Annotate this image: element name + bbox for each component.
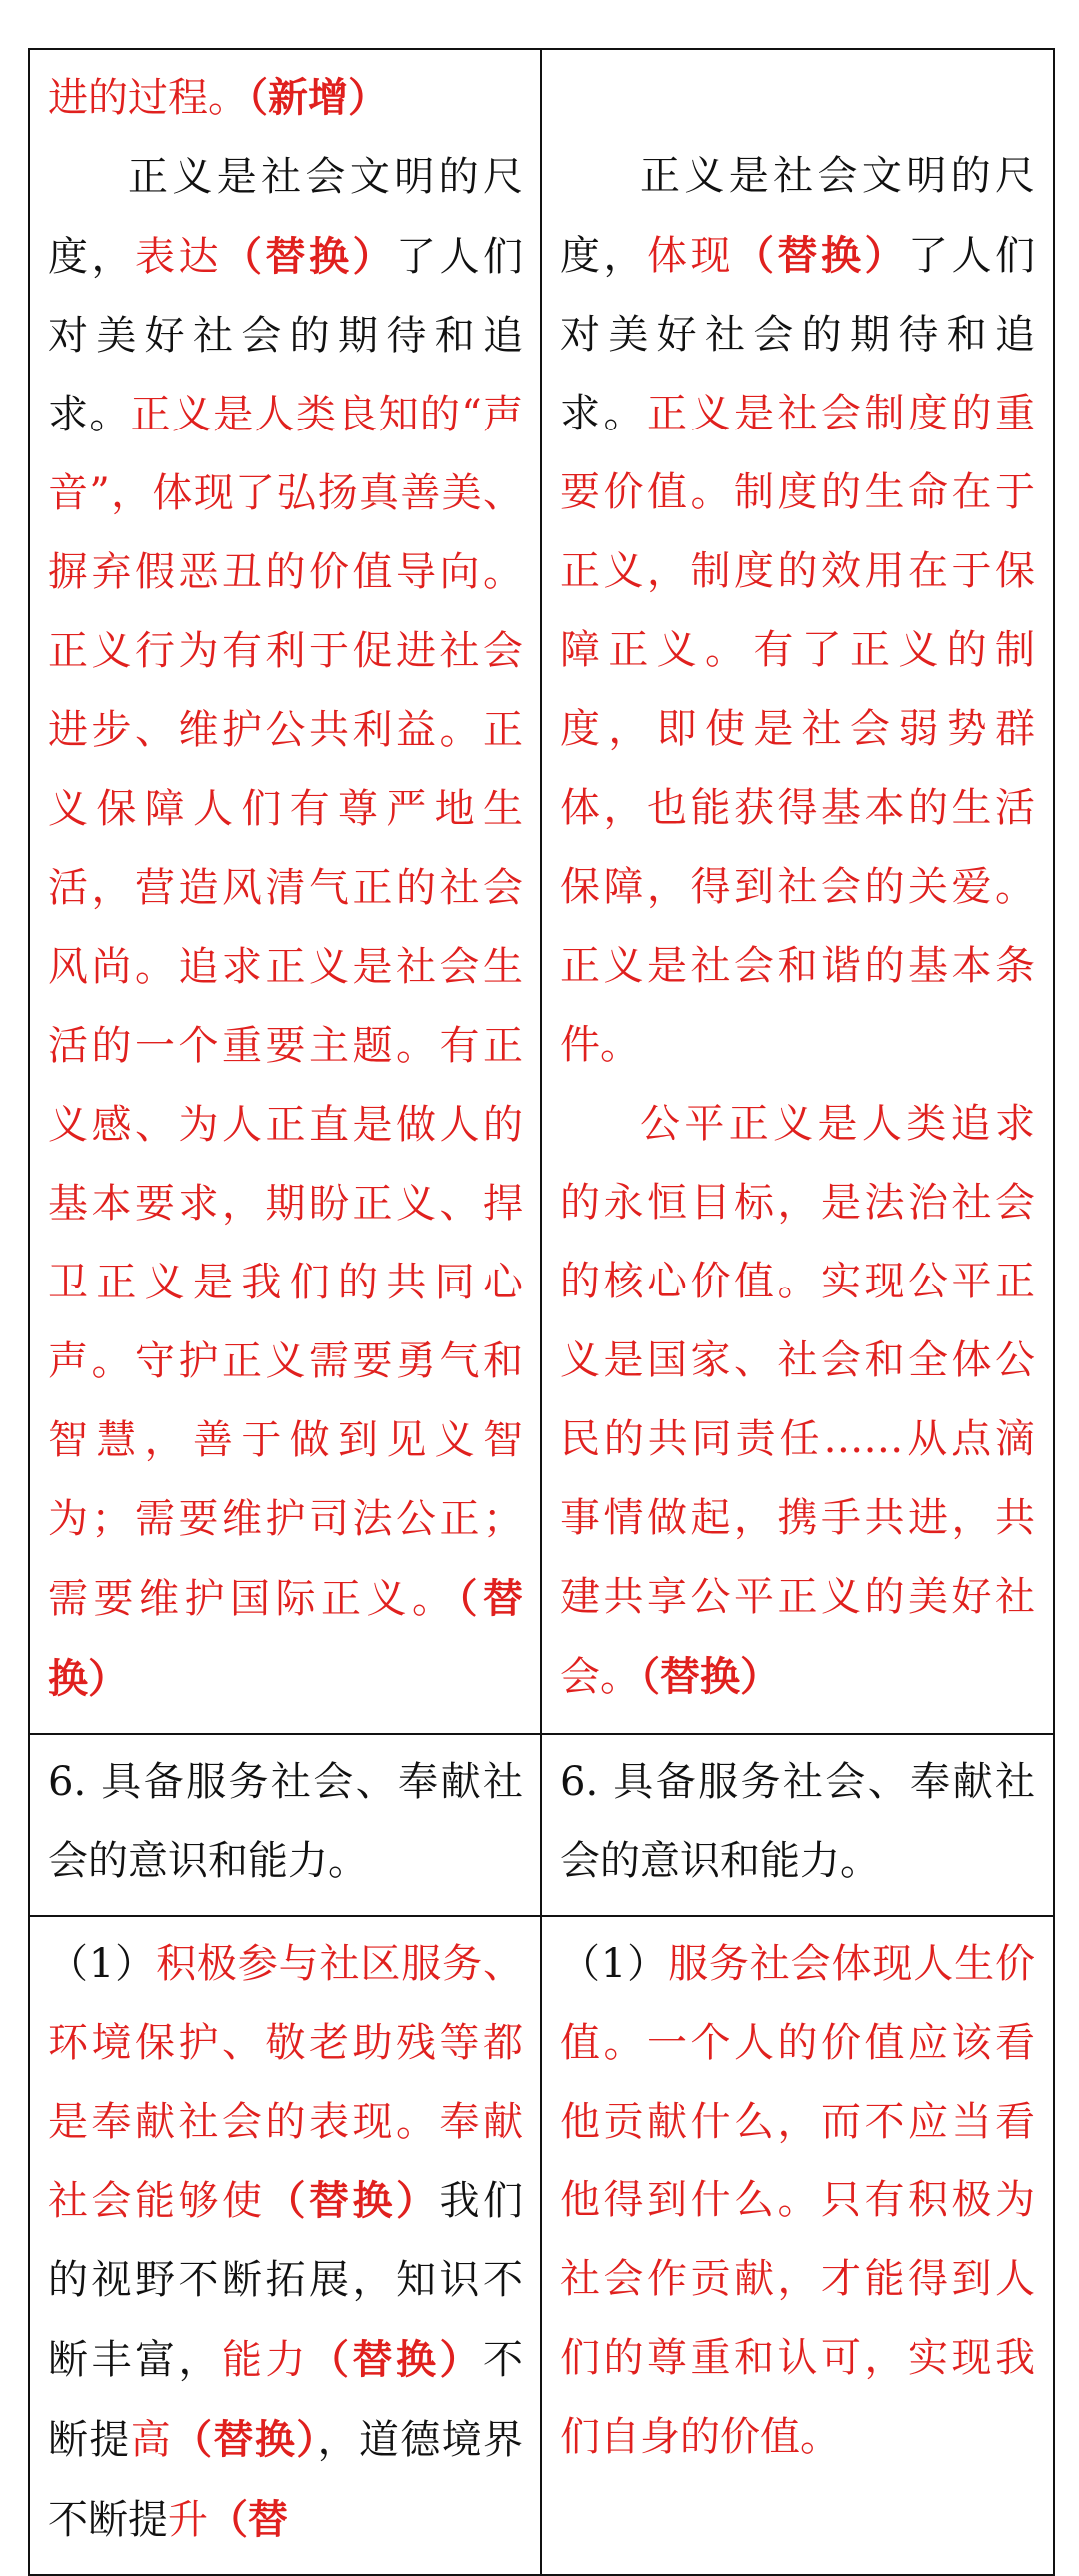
replaced-tag: （替换） [48,1575,523,1702]
right-cell-justice [541,49,1054,1734]
left-cell-heading [29,1734,541,1916]
text-segment: 正义是社会文明的尺度， [560,153,1035,279]
table-row [29,1734,1054,1916]
section-heading: 6. 具备服务社会、奉献社会的意识和能力。 [560,1759,1035,1884]
text-segment: ，道德境界不断提 [48,2417,524,2543]
replaced-tag: （替 [208,2496,288,2543]
fairness-paragraph [560,1085,1035,1717]
continuation-line [48,58,523,138]
empty-line [560,58,1035,137]
comparison-table [28,48,1055,2576]
changed-word: 表达 [135,234,222,280]
replaced-tag: （替换） [222,233,396,280]
changed-word: 升 [168,2497,208,2543]
replaced-tag: （替换） [309,2336,483,2383]
right-cell-heading [541,1734,1054,1916]
changed-word: 能力 [222,2337,309,2383]
changed-text: 公平正义是人类追求的永恒目标，是法治社会的核心价值。实现公平正义是国家、社会和全体公民的共同责任……从点滴事情做起，携手共进，共建共享公平正义的美好社会。 [560,1101,1035,1700]
justice-paragraph [48,138,523,1719]
service-paragraph [48,1925,523,2560]
replaced-tag: （替换） [172,2416,318,2463]
table-row [29,49,1054,1734]
replaced-tag: （替换） [640,1653,780,1700]
text-segment: 我们的视野不断拓展，知识不断丰富， [48,2178,523,2383]
text-segment: 了人们对美好社会的期待和追求。 [560,233,1035,436]
changed-text: 服务社会体现人生价值。一个人的价值应该看他贡献什么，而不应当看他得到什么。只有积极为社会作贡献，才能得到人们的尊重和认可，实现我们自身的价值。 [560,1941,1036,2460]
justice-paragraph [560,137,1035,1085]
section-heading: 6. 具备服务社会、奉献社会的意识和能力。 [48,1759,523,1884]
changed-word: 体现 [647,233,734,279]
text-segment: 了人们对美好社会的期待和追求。 [48,234,523,437]
changed-word: 高 [130,2417,173,2463]
right-cell-service [541,1916,1054,2575]
added-tag: （新增） [248,74,388,121]
text-segment: 正义是社会文明的尺度， [48,154,523,280]
left-cell-service [29,1916,541,2575]
item-number: （1） [560,1941,669,1987]
lead-text: 进的过程。 [48,75,248,121]
replaced-tag: （替换） [734,232,908,279]
changed-text: 正义是社会制度的重要价值。制度的生命在于正义，制度的效用在于保障正义。有了正义的制度，即使是社会弱势群体，也能获得基本的生活保障，得到社会的关爱。正义是社会和谐的基本条件。 [560,391,1035,1068]
table-row [29,1916,1054,2575]
service-paragraph [560,1925,1035,2477]
changed-text: 积极参与社区服务、环境保护、敬老助残等都是奉献社会的表现。奉献社会能够使 [48,1941,524,2224]
changed-text: 正义是人类良知的“声音”，体现了弘扬真善美、摒弃假恶丑的价值导向。正义行为有利于促进社会进步、维护公共利益。正义保障人们有尊严地生活，营造风清气正的社会风尚。追求正义是社会生活的一个重要主题。有正义感、为人正直是做人的基本要求，期盼正义、捍卫正义是我们的共同心声。守护正义需要勇气和智慧，善于做到见义智为；需要维护司法公正；需要维护国际正义。 [48,392,524,1622]
item-number: （1） [48,1941,157,1987]
left-cell-justice [29,49,541,1734]
replaced-tag: （替换） [265,2177,440,2224]
text-segment: 不断提 [48,2337,523,2463]
